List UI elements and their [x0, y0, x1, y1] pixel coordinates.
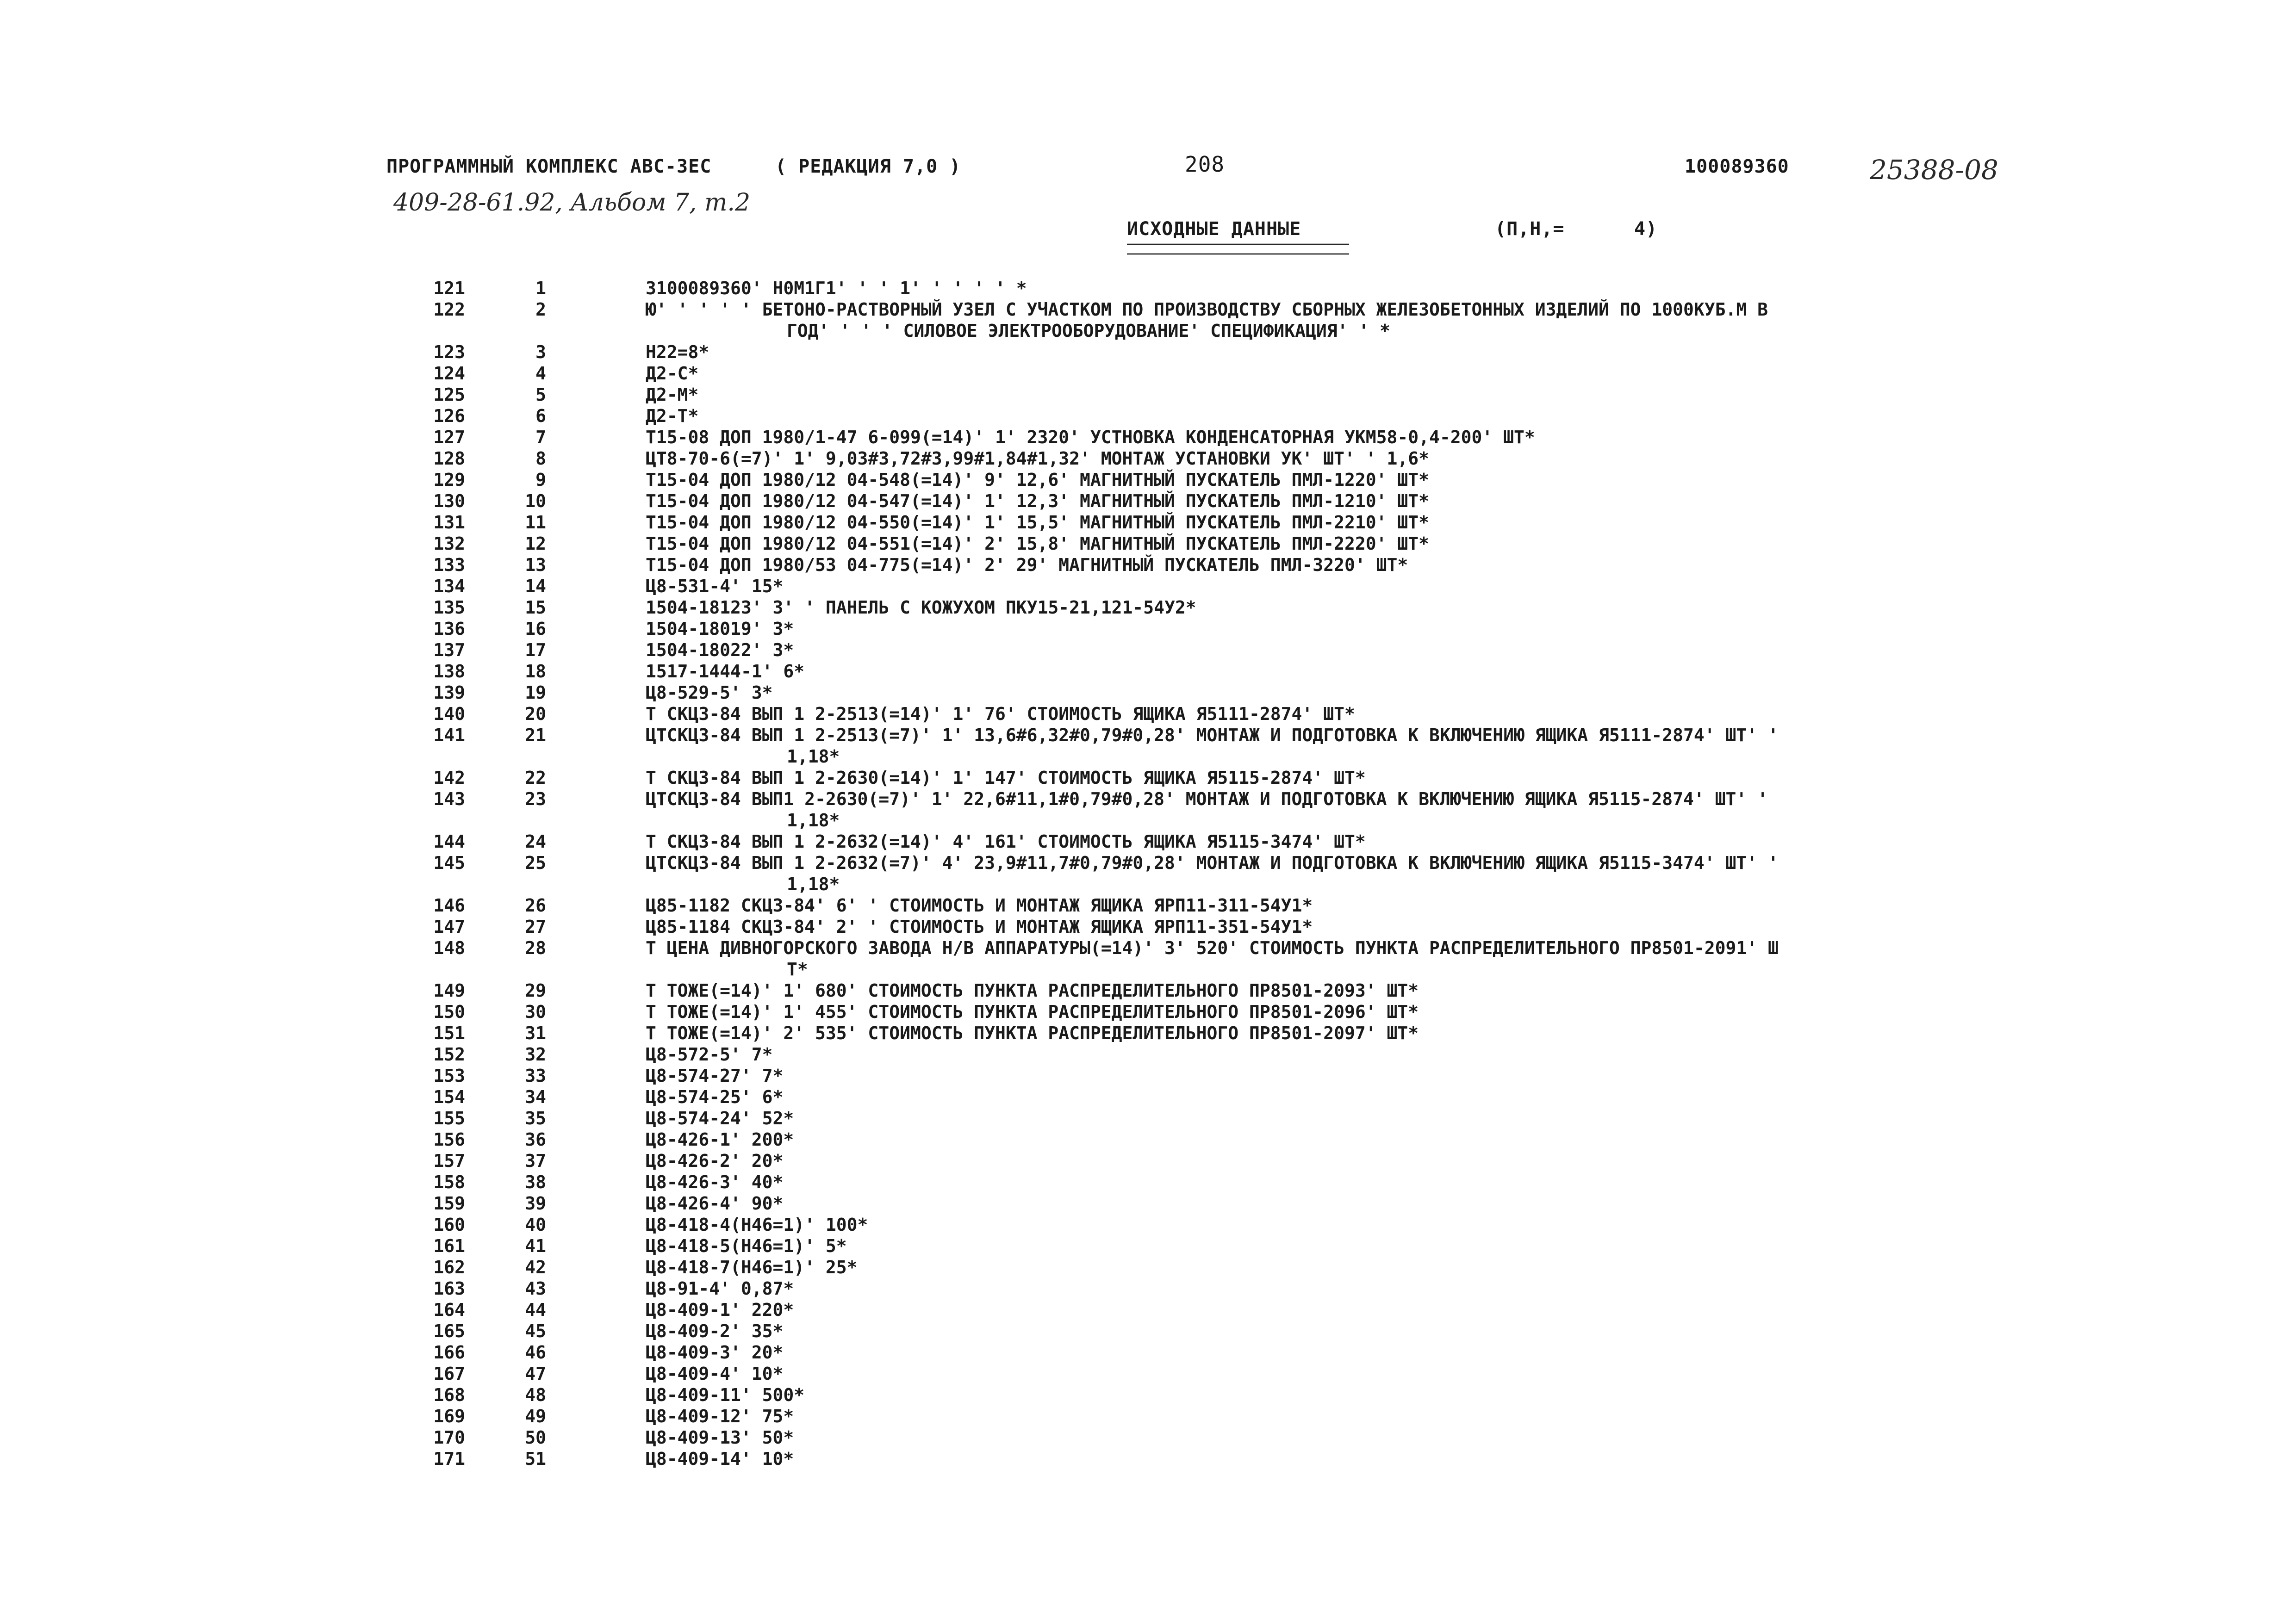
listing-row	[0, 1150, 2296, 1172]
line-number: 145	[433, 853, 465, 873]
sequence-number: 42	[525, 1257, 546, 1277]
record-text: 3100089360' Н0М1Г1' ' ' 1' ' ' ' ' *	[646, 278, 1027, 298]
record-text: Ц8-409-11' 500*	[646, 1385, 805, 1405]
sequence-number: 47	[525, 1364, 546, 1384]
record-text-continuation: 1,18*	[787, 874, 840, 894]
line-number: 127	[433, 427, 465, 447]
program-title: ПРОГРАММНЫЙ КОМПЛЕКС АВС-3ЕС	[386, 156, 712, 177]
record-text: Т15-04 ДОП 1980/12 04-547(=14)' 1' 12,3' МАГНИТНЫЙ ПУСКАТЕЛЬ ПМЛ-1210' ШТ*	[646, 491, 1429, 511]
record-text: 1504-18123' 3' ' ПАНЕЛЬ С КОЖУХОМ ПКУ15-21,121-54У2*	[646, 597, 1196, 618]
record-text: Ц8-574-25' 6*	[646, 1087, 784, 1107]
listing-row	[0, 448, 2296, 469]
sequence-number: 24	[525, 831, 546, 852]
listing-row	[0, 1129, 2296, 1150]
line-number: 168	[433, 1385, 465, 1405]
sequence-number: 11	[525, 512, 546, 533]
listing-row	[0, 1172, 2296, 1193]
record-text: Т15-04 ДОП 1980/53 04-775(=14)' 2' 29' МАГНИТНЫЙ ПУСКАТЕЛЬ ПМЛ-3220' ШТ*	[646, 555, 1408, 575]
line-number: 139	[433, 682, 465, 703]
record-text: Ц8-418-7(Н46=1)' 25*	[646, 1257, 858, 1277]
line-number: 162	[433, 1257, 465, 1277]
listing-row	[0, 725, 2296, 767]
sequence-number: 1	[535, 278, 546, 298]
document-code: 100089360	[1685, 156, 1789, 177]
listing-row	[0, 661, 2296, 682]
line-number: 137	[433, 640, 465, 660]
sequence-number: 21	[525, 725, 546, 745]
sequence-number: 35	[525, 1108, 546, 1128]
listing-row	[0, 852, 2296, 895]
line-number: 140	[433, 704, 465, 724]
listing-row	[0, 299, 2296, 341]
sequence-number: 7	[535, 427, 546, 447]
listing-row	[0, 767, 2296, 788]
listing-row	[0, 937, 2296, 980]
listing-row	[0, 384, 2296, 405]
record-text: Т ТОЖЕ(=14)' 1' 680' СТОИМОСТЬ ПУНКТА РАСПРЕДЕЛИТЕЛЬНОГО ПР8501-2093' ШТ*	[646, 980, 1419, 1001]
sequence-number: 9	[535, 470, 546, 490]
line-number: 151	[433, 1023, 465, 1043]
line-number: 143	[433, 789, 465, 809]
line-number: 121	[433, 278, 465, 298]
listing-row	[0, 533, 2296, 554]
sequence-number: 4	[535, 363, 546, 384]
sequence-number: 27	[525, 917, 546, 937]
listing-row	[0, 1108, 2296, 1129]
record-text-continuation: Т*	[787, 959, 808, 980]
sequence-number: 29	[525, 980, 546, 1001]
sequence-number: 46	[525, 1342, 546, 1363]
line-number: 146	[433, 895, 465, 916]
record-text: Ц8-418-4(Н46=1)' 100*	[646, 1215, 868, 1235]
listing-row	[0, 1023, 2296, 1044]
record-text: Ц85-1182 СКЦ3-84' 6' ' СТОИМОСТЬ И МОНТАЖ ЯЩИКА ЯРП11-311-54У1*	[646, 895, 1313, 916]
line-number: 131	[433, 512, 465, 533]
listing-row	[0, 1406, 2296, 1427]
sequence-number: 31	[525, 1023, 546, 1043]
sequence-number: 15	[525, 597, 546, 618]
listing-row	[0, 1448, 2296, 1469]
record-text: Ц8-409-3' 20*	[646, 1342, 784, 1363]
listing-row	[0, 469, 2296, 490]
record-text: Ц8-426-1' 200*	[646, 1129, 794, 1150]
record-text: Ц8-409-12' 75*	[646, 1406, 794, 1426]
line-number: 128	[433, 448, 465, 469]
line-number: 157	[433, 1151, 465, 1171]
sequence-number: 49	[525, 1406, 546, 1426]
sequence-number: 16	[525, 619, 546, 639]
sequence-number: 41	[525, 1236, 546, 1256]
record-text: Ц8-572-5' 7*	[646, 1044, 773, 1065]
record-text: Т15-08 ДОП 1980/1-47 6-099(=14)' 1' 2320' УСТНОВКА КОНДЕНСАТОРНАЯ УКМ58-0,4-200' ШТ*	[646, 427, 1535, 447]
record-text: Т15-04 ДОП 1980/12 04-551(=14)' 2' 15,8' МАГНИТНЫЙ ПУСКАТЕЛЬ ПМЛ-2220' ШТ*	[646, 533, 1429, 554]
record-text: Ц8-409-2' 35*	[646, 1321, 784, 1341]
sequence-number: 38	[525, 1172, 546, 1192]
line-number: 133	[433, 555, 465, 575]
line-number: 130	[433, 491, 465, 511]
listing-row	[0, 427, 2296, 448]
listing-row	[0, 1214, 2296, 1235]
source-data-listing	[0, 278, 2296, 1469]
listing-row	[0, 1086, 2296, 1108]
record-text: Ц8-91-4' 0,87*	[646, 1278, 794, 1299]
line-number: 156	[433, 1129, 465, 1150]
listing-row	[0, 490, 2296, 512]
sequence-number: 2	[535, 299, 546, 320]
record-text: Т15-04 ДОП 1980/12 04-548(=14)' 9' 12,6' МАГНИТНЫЙ ПУСКАТЕЛЬ ПМЛ-1220' ШТ*	[646, 470, 1429, 490]
sequence-number: 32	[525, 1044, 546, 1065]
sequence-number: 12	[525, 533, 546, 554]
edition-label: ( РЕДАКЦИЯ 7,0 )	[775, 156, 961, 177]
line-number: 125	[433, 384, 465, 405]
listing-row	[0, 554, 2296, 576]
line-number: 169	[433, 1406, 465, 1426]
line-number: 161	[433, 1236, 465, 1256]
line-number: 154	[433, 1087, 465, 1107]
record-text: Ц8-409-1' 220*	[646, 1300, 794, 1320]
listing-row	[0, 1235, 2296, 1257]
sequence-number: 43	[525, 1278, 546, 1299]
record-text: Ц85-1184 СКЦ3-84' 2' ' СТОИМОСТЬ И МОНТАЖ ЯЩИКА ЯРП11-351-54У1*	[646, 917, 1313, 937]
page-number: 208	[1185, 152, 1225, 177]
listing-row	[0, 1065, 2296, 1086]
record-text: Н22=8*	[646, 342, 709, 362]
record-text: Ц8-426-4' 90*	[646, 1193, 784, 1214]
listing-row	[0, 1363, 2296, 1384]
record-text: Ц8-418-5(Н46=1)' 5*	[646, 1236, 847, 1256]
record-text: ЦТСКЦ3-84 ВЫП 1 2-2513(=7)' 1' 13,6#6,32#0,79#0,28' МОНТАЖ И ПОДГОТОВКА К ВКЛЮЧЕНИЮ ЯЩИКА Я5111-2874' ШТ' '	[646, 725, 1779, 745]
sequence-number: 26	[525, 895, 546, 916]
listing-row	[0, 278, 2296, 299]
line-number: 160	[433, 1215, 465, 1235]
listing-row	[0, 1193, 2296, 1214]
line-number: 153	[433, 1066, 465, 1086]
record-text: 1517-1444-1' 6*	[646, 661, 805, 682]
line-number: 164	[433, 1300, 465, 1320]
line-number: 165	[433, 1321, 465, 1341]
line-number: 141	[433, 725, 465, 745]
sequence-number: 39	[525, 1193, 546, 1214]
line-number: 166	[433, 1342, 465, 1363]
sequence-number: 23	[525, 789, 546, 809]
sequence-number: 37	[525, 1151, 546, 1171]
line-number: 171	[433, 1449, 465, 1469]
record-text: Т СКЦ3-84 ВЫП 1 2-2632(=14)' 4' 161' СТОИМОСТЬ ЯЩИКА Я5115-3474' ШТ*	[646, 831, 1366, 852]
record-text: Т СКЦ3-84 ВЫП 1 2-2630(=14)' 1' 147' СТОИМОСТЬ ЯЩИКА Я5115-2874' ШТ*	[646, 768, 1366, 788]
record-text: Ю' ' ' ' ' БЕТОНО-РАСТВОРНЫЙ УЗЕЛ С УЧАСТКОМ ПО ПРОИЗВОДСТВУ СБОРНЫХ ЖЕЛЕЗОБЕТОННЫХ ИЗДЕЛИЙ ПО 1000КУБ.М В	[646, 299, 1768, 320]
listing-row	[0, 1001, 2296, 1023]
sequence-number: 22	[525, 768, 546, 788]
sequence-number: 14	[525, 576, 546, 596]
section-mark: (П,Н,= 4)	[1495, 218, 1658, 240]
listing-row	[0, 639, 2296, 661]
record-text: Ц8-531-4' 15*	[646, 576, 784, 596]
sequence-number: 28	[525, 938, 546, 958]
line-number: 123	[433, 342, 465, 362]
listing-row	[0, 341, 2296, 363]
listing-row	[0, 1427, 2296, 1448]
record-text: 1504-18022' 3*	[646, 640, 794, 660]
listing-row	[0, 512, 2296, 533]
section-title-underline	[1127, 243, 1349, 255]
record-text: Т15-04 ДОП 1980/12 04-550(=14)' 1' 15,5' МАГНИТНЫЙ ПУСКАТЕЛЬ ПМЛ-2210' ШТ*	[646, 512, 1429, 533]
record-text: ЦТСКЦ3-84 ВЫП 1 2-2632(=7)' 4' 23,9#11,7#0,79#0,28' МОНТАЖ И ПОДГОТОВКА К ВКЛЮЧЕНИЮ ЯЩИКА Я5115-3474' ШТ' '	[646, 853, 1779, 873]
sequence-number: 40	[525, 1215, 546, 1235]
sequence-number: 18	[525, 661, 546, 682]
line-number: 148	[433, 938, 465, 958]
record-text: Д2-С*	[646, 363, 699, 384]
line-number: 134	[433, 576, 465, 596]
sequence-number: 44	[525, 1300, 546, 1320]
sequence-number: 51	[525, 1449, 546, 1469]
line-number: 152	[433, 1044, 465, 1065]
sequence-number: 48	[525, 1385, 546, 1405]
line-number: 126	[433, 406, 465, 426]
listing-row	[0, 980, 2296, 1001]
sequence-number: 30	[525, 1002, 546, 1022]
handwritten-reference: 409-28-61.92, Альбом 7, т.2	[393, 189, 751, 217]
line-number: 124	[433, 363, 465, 384]
sequence-number: 45	[525, 1321, 546, 1341]
line-number: 136	[433, 619, 465, 639]
line-number: 150	[433, 1002, 465, 1022]
listing-row	[0, 363, 2296, 384]
record-text: Ц8-409-13' 50*	[646, 1427, 794, 1448]
sequence-number: 8	[535, 448, 546, 469]
record-text: Ц8-426-2' 20*	[646, 1151, 784, 1171]
sequence-number: 5	[535, 384, 546, 405]
record-text: Т ТОЖЕ(=14)' 1' 455' СТОИМОСТЬ ПУНКТА РАСПРЕДЕЛИТЕЛЬНОГО ПР8501-2096' ШТ*	[646, 1002, 1419, 1022]
sequence-number: 36	[525, 1129, 546, 1150]
sequence-number: 34	[525, 1087, 546, 1107]
line-number: 158	[433, 1172, 465, 1192]
line-number: 167	[433, 1364, 465, 1384]
handwritten-number: 25388-08	[1870, 154, 1998, 186]
sequence-number: 19	[525, 682, 546, 703]
line-number: 122	[433, 299, 465, 320]
record-text: ЦТСКЦ3-84 ВЫП1 2-2630(=7)' 1' 22,6#11,1#0,79#0,28' МОНТАЖ И ПОДГОТОВКА К ВКЛЮЧЕНИЮ ЯЩИКА Я5115-2874' ШТ' '	[646, 789, 1768, 809]
record-text: Д2-М*	[646, 384, 699, 405]
listing-row	[0, 1321, 2296, 1342]
sequence-number: 3	[535, 342, 546, 362]
line-number: 138	[433, 661, 465, 682]
line-number: 142	[433, 768, 465, 788]
line-number: 129	[433, 470, 465, 490]
line-number: 135	[433, 597, 465, 618]
listing-row	[0, 597, 2296, 618]
line-number: 170	[433, 1427, 465, 1448]
record-text: Ц8-529-5' 3*	[646, 682, 773, 703]
line-number: 163	[433, 1278, 465, 1299]
line-number: 159	[433, 1193, 465, 1214]
sequence-number: 10	[525, 491, 546, 511]
listing-row	[0, 405, 2296, 427]
listing-row	[0, 1278, 2296, 1299]
listing-row	[0, 1384, 2296, 1406]
record-text: Ц8-409-4' 10*	[646, 1364, 784, 1384]
line-number: 144	[433, 831, 465, 852]
sequence-number: 25	[525, 853, 546, 873]
record-text: 1504-18019' 3*	[646, 619, 794, 639]
sequence-number: 13	[525, 555, 546, 575]
listing-row	[0, 1299, 2296, 1321]
record-text-continuation: 1,18*	[787, 810, 840, 831]
sequence-number: 6	[535, 406, 546, 426]
listing-row	[0, 576, 2296, 597]
record-text: Ц8-574-27' 7*	[646, 1066, 784, 1086]
record-text: Ц8-409-14' 10*	[646, 1449, 794, 1469]
line-number: 155	[433, 1108, 465, 1128]
listing-row	[0, 1342, 2296, 1363]
sequence-number: 33	[525, 1066, 546, 1086]
record-text: Ц8-574-24' 52*	[646, 1108, 794, 1128]
sequence-number: 17	[525, 640, 546, 660]
line-number: 147	[433, 917, 465, 937]
listing-row	[0, 682, 2296, 703]
listing-row	[0, 1044, 2296, 1065]
sequence-number: 20	[525, 704, 546, 724]
line-number: 149	[433, 980, 465, 1001]
record-text-continuation: 1,18*	[787, 746, 840, 767]
record-text: Т СКЦ3-84 ВЫП 1 2-2513(=14)' 1' 76' СТОИМОСТЬ ЯЩИКА Я5111-2874' ШТ*	[646, 704, 1355, 724]
listing-row	[0, 895, 2296, 916]
listing-row	[0, 618, 2296, 639]
record-text: Т ЦЕНА ДИВНОГОРСКОГО ЗАВОДА Н/В АППАРАТУРЫ(=14)' 3' 520' СТОИМОСТЬ ПУНКТА РАСПРЕДЕЛИТЕЛЬНОГО ПР8501-2091' Ш	[646, 938, 1779, 958]
record-text: ЦТ8-70-6(=7)' 1' 9,03#3,72#3,99#1,84#1,32' МОНТАЖ УСТАНОВКИ УК' ШТ' ' 1,6*	[646, 448, 1429, 469]
sequence-number: 50	[525, 1427, 546, 1448]
listing-row	[0, 1257, 2296, 1278]
record-text: Д2-Т*	[646, 406, 699, 426]
section-title: ИСХОДНЫЕ ДАННЫЕ	[1127, 218, 1301, 240]
listing-row	[0, 831, 2296, 852]
record-text-continuation: ГОД' ' ' ' СИЛОВОЕ ЭЛЕКТРООБОРУДОВАНИЕ' СПЕЦИФИКАЦИЯ' ' *	[787, 321, 1391, 341]
line-number: 132	[433, 533, 465, 554]
listing-row	[0, 916, 2296, 937]
listing-row	[0, 788, 2296, 831]
listing-row	[0, 703, 2296, 725]
record-text: Т ТОЖЕ(=14)' 2' 535' СТОИМОСТЬ ПУНКТА РАСПРЕДЕЛИТЕЛЬНОГО ПР8501-2097' ШТ*	[646, 1023, 1419, 1043]
record-text: Ц8-426-3' 40*	[646, 1172, 784, 1192]
